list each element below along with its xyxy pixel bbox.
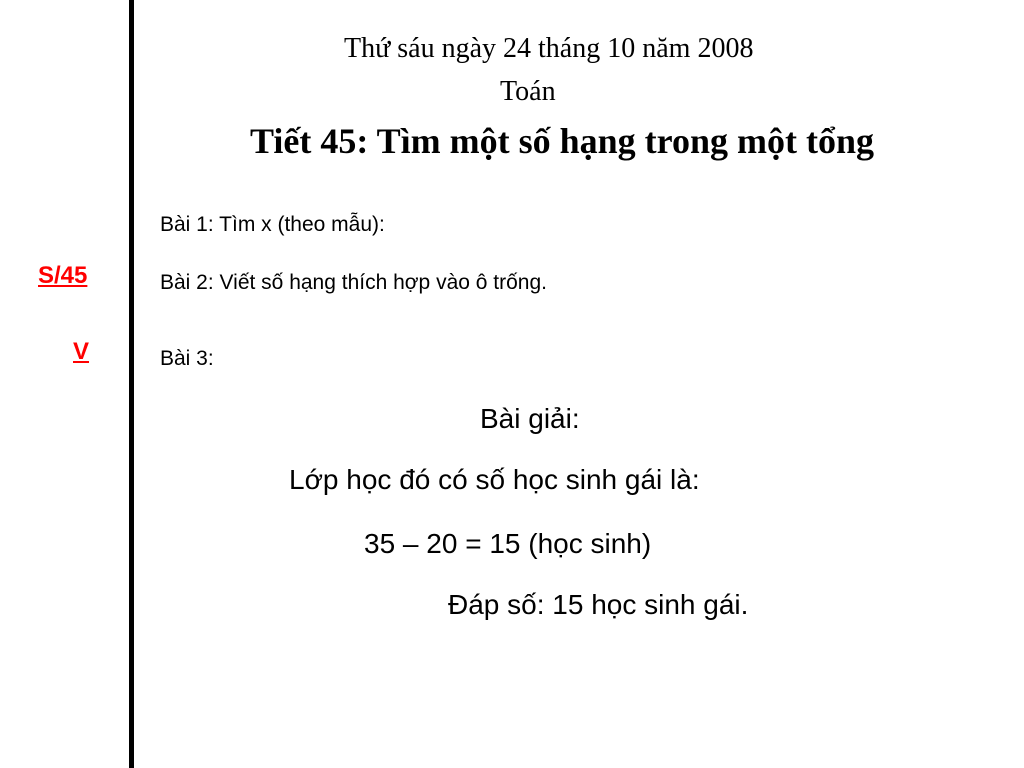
lesson-title: Tiết 45: Tìm một số hạng trong một tổng [249, 121, 875, 161]
solution-line-2: 35 – 20 = 15 (học sinh) [364, 528, 652, 559]
subject-label: Toán [500, 76, 556, 107]
teacher-check-mark: V [73, 338, 90, 365]
solution-answer: Đáp số: 15 học sinh gái. [448, 589, 749, 620]
date-line: Thứ sáu ngày 24 tháng 10 năm 2008 [344, 33, 754, 64]
teacher-score-mark: S/45 [38, 262, 88, 289]
exercise-3: Bài 3: [160, 347, 214, 370]
exercise-1: Bài 1: Tìm x (theo mẫu): [160, 213, 385, 236]
margin-line [129, 0, 134, 768]
solution-heading: Bài giải: [480, 403, 580, 434]
solution-line-1: Lớp học đó có số học sinh gái là: [289, 464, 700, 495]
exercise-2: Bài 2: Viết số hạng thích hợp vào ô trống. [160, 271, 547, 294]
